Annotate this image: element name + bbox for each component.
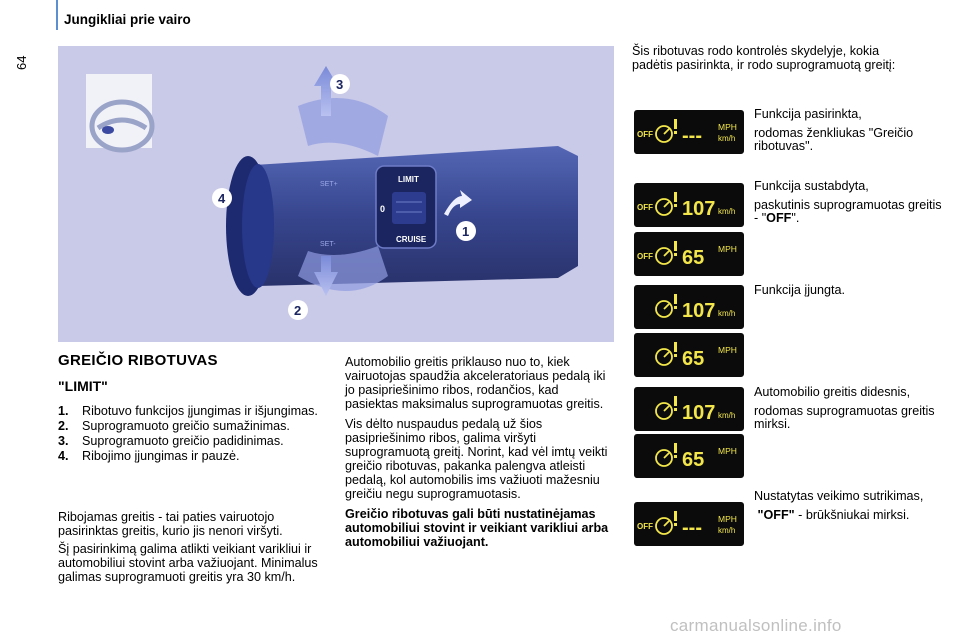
lcd-off-label: OFF [637,130,653,139]
lcd-unit-kmh: km/h [718,207,736,216]
speed-limit-gauge-icon [656,342,677,365]
speed-limit-gauge-icon [656,192,677,215]
section-title: GREIČIO RIBOTUVAS [58,352,218,369]
state-description: Nustatytas veikimo sutrikimas, "OFF" - brūkšniukai mirksi. [754,489,924,522]
paragraph: Vis dėlto nuspaudus pedalą už šios pasipriešinimo ribos, galima viršyti suprogramuotą greitį. Norint, kad vėl imtų veikti greičio ribotuvas, pakanka palengva atleisti pedalą, kol automobilis ims važiuoti mažesniu greičiu negu suprogramuotasis. [345,417,608,501]
lcd-speed-value: --- [682,125,702,147]
lcd-unit-mph: MPH [718,244,737,254]
speed-limit-gauge-icon [656,396,677,419]
lever-setplus-label: SET+ [320,181,338,188]
lcd-display [634,502,744,546]
lcd-unit-kmh: km/h [718,411,736,420]
lever-limit-label: LIMIT [398,175,419,184]
lcd-speed-value: 65 [682,247,705,269]
page-number: 64 [14,55,29,70]
list-item: 4. Ribojimo įjungimas ir pauzė. [58,449,240,463]
lcd-display [634,387,744,431]
lcd-off-label: OFF [637,522,653,531]
lcd-speed-value: 65 [682,449,705,471]
callout-4 [212,188,232,208]
callout-3 [330,74,350,94]
lcd-display [634,434,744,478]
paragraph: Automobilio greitis priklauso nuo to, kiek vairuotojas spaudžia akceleratoriaus pedalą iki jo pasipriešinimo ribos, rodančios, kad pasiektas maksimalus suprogramuotas greitis. [345,355,606,411]
speed-limit-gauge-icon [656,294,677,317]
lcd-speed-value: 65 [682,348,705,370]
callout-2 [288,300,308,320]
lcd-unit-kmh: km/h [718,526,736,535]
lcd-display [634,183,744,227]
speed-limit-gauge-icon [656,511,677,534]
lcd-speed-value: 107 [682,402,716,424]
state-description: Funkcija sustabdyta, paskutinis suprogramuotas greitis - "OFF". [754,179,942,225]
speed-limit-gauge-icon [656,241,677,264]
lcd-speed-value: --- [682,517,702,539]
lcd-off-label: OFF [637,252,653,261]
lcd-display [634,333,744,377]
lcd-unit-kmh: km/h [718,134,736,143]
page-header: Jungikliai prie vairo [64,12,191,27]
lcd-unit-mph: MPH [718,122,737,132]
lcd-unit-mph: MPH [718,514,737,524]
lever-setminus-label: SET- [320,241,336,248]
svg-text:3: 3 [336,77,344,92]
lcd-speed-value: 107 [682,198,716,220]
svg-text:1: 1 [462,224,470,239]
list-item: 3. Suprogramuoto greičio padidinimas. [58,434,284,448]
lever-zero-label: 0 [380,204,386,214]
list-item: 1. Ribotuvo funkcijos įjungimas ir išjungimas. [58,404,318,418]
paragraph: Šį pasirinkimą galima atlikti veikiant varikliui ir automobiliui stovint arba važiuojant. Minimalus galimas suprogramuoti greitis yra 30 km/h. [58,542,318,584]
lcd-unit-kmh: km/h [718,309,736,318]
lcd-display [634,285,744,329]
svg-text:2: 2 [294,303,302,318]
state-description: Funkcija įjungta. [754,283,846,297]
state-description: Automobilio greitis didesnis, rodomas suprogramuotas greitis mirksi. [754,385,935,431]
lcd-unit-mph: MPH [718,345,737,355]
steps-list [58,404,332,464]
paragraph: Ribojamas greitis - tai paties vairuotojo pasirinktas greitis, kurio jis nenori viršyti. [58,510,283,538]
lcd-display [634,110,744,154]
state-description: Funkcija pasirinkta, rodomas ženkliukas "Greičio ribotuvas". [754,107,914,153]
left-paragraphs [58,510,332,588]
lcd-off-label: OFF [637,203,653,212]
footer-watermark: carmanualsonline.info [670,616,842,635]
list-item: 2. Suprogramuoto greičio sumažinimas. [58,419,290,433]
lcd-speed-value: 107 [682,300,716,322]
middle-paragraphs [345,355,615,555]
page-accent-bar [56,0,58,30]
steering-wheel-inset-icon [86,74,152,150]
right-intro: Šis ribotuvas rodo kontrolės skydelyje, kokia padėtis pasirinkta, ir rodo suprogramuotą greitį: [632,44,896,72]
steering-lever-illustration [58,46,614,342]
warning-paragraph: Greičio ribotuvas gali būti nustatinėjamas automobiliui stovint ir veikiant varikliui arba automobiliui važiuojant. [345,507,609,549]
callout-1 [456,221,476,241]
lever-cruise-label: CRUISE [396,235,427,244]
section-subtitle: "LIMIT" [58,378,108,394]
lcd-unit-mph: MPH [718,446,737,456]
svg-text:4: 4 [218,191,226,206]
lcd-display [634,232,744,276]
speed-limit-gauge-icon [656,119,677,142]
speed-limit-gauge-icon [656,443,677,466]
